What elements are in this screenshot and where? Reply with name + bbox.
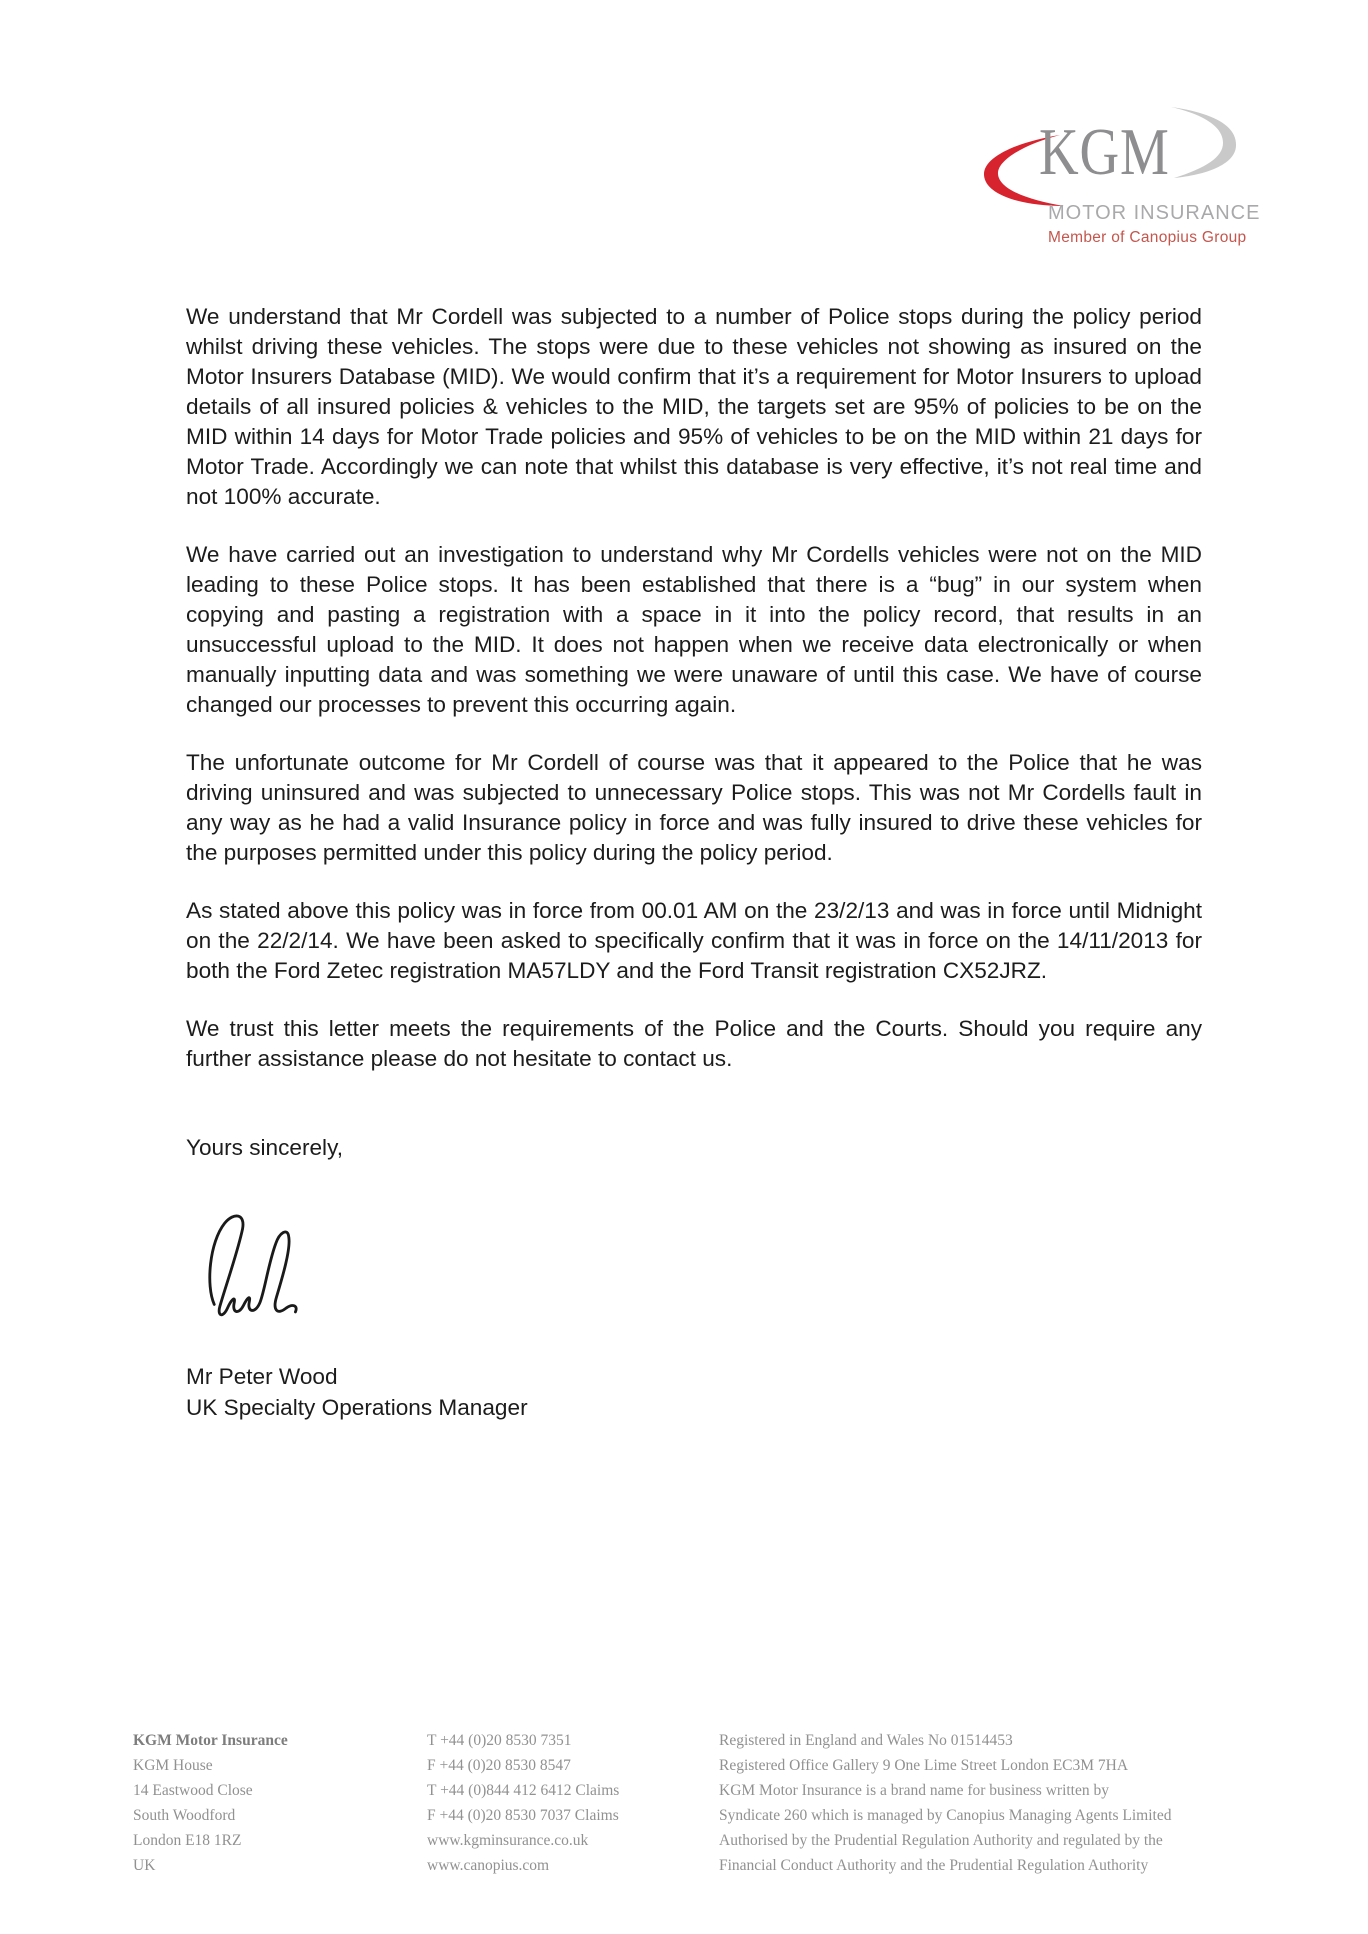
footer-legal-line: Registered Office Gallery 9 One Lime Street London EC3M 7HA <box>719 1757 1129 1774</box>
footer-contact-line: T +44 (0)20 8530 7351 <box>427 1732 572 1749</box>
footer-website-line: www.kgminsurance.co.uk <box>427 1832 589 1849</box>
letter-paragraph: As stated above this policy was in force from 00.01 AM on the 23/2/13 and was in force until Midnight on the 22/2/14. We have been asked to specifically confirm that it was in force on the 14/11/2013 for both the Ford Zetec registration MA57LDY and the Ford Transit registration CX52JRZ. <box>186 898 1202 983</box>
signature-block <box>186 1361 1202 1423</box>
footer-address-line: 14 Eastwood Close <box>133 1782 253 1799</box>
footer-legal-column <box>719 1728 1279 1878</box>
footer-company-name: KGM Motor Insurance <box>133 1732 288 1749</box>
logo-swoosh-gray-icon <box>1171 107 1236 178</box>
footer-contact-line: F +44 (0)20 8530 8547 <box>427 1757 571 1774</box>
signer-title: UK Specialty Operations Manager <box>186 1395 528 1420</box>
footer-contact-line: F +44 (0)20 8530 7037 Claims <box>427 1807 619 1824</box>
footer-legal-line: Authorised by the Prudential Regulation Authority and regulated by the <box>719 1832 1163 1849</box>
signature-image <box>198 1210 306 1328</box>
footer-website-line: www.canopius.com <box>427 1857 550 1874</box>
footer-legal-line: KGM Motor Insurance is a brand name for business written by <box>719 1782 1109 1799</box>
footer-contact-line: T +44 (0)844 412 6412 Claims <box>427 1782 620 1799</box>
letter-paragraph: The unfortunate outcome for Mr Cordell of course was that it appeared to the Police that he was driving uninsured and was subjected to unnecessary Police stops. This was not Mr Cordells fault in any way as he had a valid Insurance policy in force and was fully insured to drive these vehicles for the purposes permitted under this policy during the policy period. <box>186 750 1202 865</box>
footer-legal-line: Syndicate 260 which is managed by Canopius Managing Agents Limited <box>719 1807 1172 1824</box>
footer-address-column <box>133 1728 418 1878</box>
footer-address-line: KGM House <box>133 1757 213 1774</box>
letter-paragraph: We have carried out an investigation to understand why Mr Cordells vehicles were not on the MID leading to these Police stops. It has been established that there is a “bug” in our system when copying and pasting a registration with a space in it into the policy record, that results in an unsuccessful upload to the MID. It does not happen when we receive data electronically or when manually inputting data and was something we were unaware of until this case. We have of course changed our processes to prevent this occurring again. <box>186 542 1202 717</box>
footer-legal-line: Registered in England and Wales No 01514453 <box>719 1732 1013 1749</box>
footer-legal-line: Financial Conduct Authority and the Prudential Regulation Authority <box>719 1857 1149 1874</box>
logo-tagline: Member of Canopius Group <box>1048 229 1247 246</box>
letter-closing: Yours sincerely, <box>186 1135 343 1160</box>
logo-subtitle: MOTOR INSURANCE <box>1048 202 1261 224</box>
letter-body <box>186 302 1202 1423</box>
logo-wordmark: KGM <box>1039 115 1170 189</box>
footer-address-line: UK <box>133 1857 156 1874</box>
footer-contact-column <box>427 1728 712 1878</box>
kgm-logo <box>975 105 1261 250</box>
footer-address-line: South Woodford <box>133 1807 236 1824</box>
letter-paragraph: We trust this letter meets the requirements of the Police and the Courts. Should you require any further assistance please do not hesitate to contact us. <box>186 1016 1202 1071</box>
footer-address-line: London E18 1RZ <box>133 1832 242 1849</box>
letter-paragraph: We understand that Mr Cordell was subjected to a number of Police stops during the policy period whilst driving these vehicles. The stops were due to these vehicles not showing as insured on the Motor Insurers Database (MID). We would confirm that it’s a requirement for Motor Insurers to upload details of all insured policies & vehicles to the MID, the targets set are 95% of policies to be on the MID within 14 days for Motor Trade policies and 95% of vehicles to be on the MID within 21 days for Motor Trade. Accordingly we can note that whilst this database is very effective, it’s not real time and not 100% accurate. <box>186 304 1202 509</box>
signer-name: Mr Peter Wood <box>186 1364 338 1389</box>
